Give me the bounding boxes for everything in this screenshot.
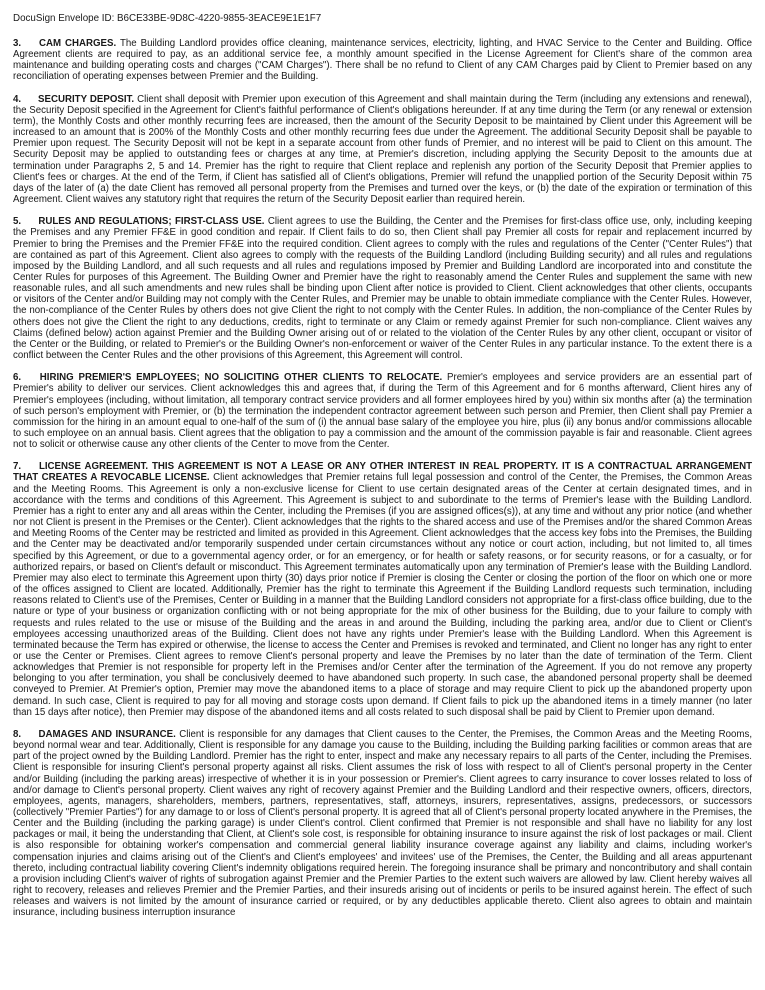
paragraph-number: 3. [13, 38, 22, 49]
paragraph-license-agreement [13, 461, 752, 718]
paragraph-heading: RULES AND REGULATIONS; FIRST-CLASS USE. [38, 216, 265, 228]
paragraph-number: 5. [13, 216, 22, 228]
paragraph-body: Client is responsible for any damages that Client causes to the Center, the Premises, the Common Areas and the Meeting Rooms, beyond normal wear and tear. Additionally, Client is responsible for any damage you cause to the Building, including the Building parking facilities or common areas that are part of the project owned by the Building Landlord. Premier has the right to enter, inspect and make any necessary repairs to all parts of the Center, including the Premises. Client is responsible for insuring Client's personal property against all risks. Client assumes the risk of loss with respect to all of Client's personal property in the Center and/or Building (including the parking areas) irrespective of whether it is in your possession or Premier's. Client agrees to carry insurance to cover losses related to loss of and/or damage to Client's personal property. Client waives any right of recovery against Premier and the Building Landlord and their respective owners, officers, directors, employees, agents, managers, shareholders, members, partners, representatives, staff, attorneys, insurers, representatives, assigns, predecessors, or successors (collectively "Premier Parties") for any damage to or loss of Client's personal property. It is agreed that all of Client's personal property located anywhere in the Premises, the Center and the Building (including the parking garage) is under Client's control. Client confirmed that Premier is not responsible and shall have no liability for any lost packages or mail, it being the understanding that Client, at Client's sole cost, is responsible for obtaining insurance to insure against the risk of lost packages or mail. Client is also responsible for obtaining worker's compensation and commercial general liability insurance coverage against any liability and claims, including worker's compensation injuries and claims arising out of the Client's and Client's employees' and invitees' use of the Premises, the Center, the Building and all areas appurtenant thereto, including contractual liability covering Client's indemnity obligations required herein. The foregoing insurance shall be primary and noncontributory and shall contain a provision including Client's waiver of rights of subrogation against Premier and the Premier Parties to the extent such waivers are allowed by law. Client hereby waives all right to recovery, releases and relieves Premier and the Premier Parties, and their insureds arising out of incidents or perils to be insured against herein. The effect of such releases and waivers is not limited by the amount of insurance carried or required, or by any deductibles applicable thereto. Client also agrees to obtain and maintain insurance, including business interruption insurance [13, 728, 753, 919]
docusign-envelope-id: DocuSign Envelope ID: B6CE33BE-9D8C-4220-9855-3EACE9E1E1F7 [13, 13, 322, 24]
paragraph-security-deposit [13, 94, 752, 206]
paragraph-number: 8. [13, 728, 22, 740]
paragraph-heading: CAM CHARGES. [38, 38, 117, 49]
paragraph-number: 6. [13, 372, 22, 384]
paragraph-hiring-premiers-employees [13, 372, 752, 450]
paragraph-heading: SECURITY DEPOSIT. [38, 93, 135, 105]
paragraph-cam-charges [13, 38, 752, 83]
paragraph-body: Premier's employees and service providers are an essential part of Premier's ability to deliver our services. Client acknowledges this and agrees that, if during the Term of this Agreement and for 6 months afterward, Client hires any of Premier's employees (including, without limitation, all temporary contract service providers and all former employees hired by you) within six months after (a) the termination of such person's employment with Premier, or (b) the termination the independent contractor agreement between such person and Premier, then Client shall pay Premier a commission for the hiring in an amount equal to one-half of the sum of (i) the annual base salary of the employee you hire, plus (ii) any bonus and/or commissions allocable to such employee on an annual basis. Client agrees that the obligation to pay a commission and the amount of the commission payable is fair and reasonable. Client agrees not to solicit or otherwise cause any other clients of the Center to move from the Center. [13, 372, 753, 451]
paragraph-body: Client acknowledges that Premier retains full legal possession and control of the Center, the Premises, the Common Areas and the Meeting Rooms. This Agreement is only a non-exclusive license for Client to use certain designated areas of the Center at certain designated times, and in accordance with the terms and conditions of this Agreement. This Agreement is subject to and subordinate to the terms of Premier's lease with the Building Landlord. Premier has a right to enter any and all areas within the Center, including the Premises (if you are assigned offices(s)), at any time and without any prior notice (and whether nor not Client is present in the Premises or the Center). Client acknowledges that the rights to the shared access and use of the Premises and/or the shared Common Areas and Meeting Rooms of the Center may be restricted and limited as provided in this Agreement. Client acknowledges that the access key fobs into the Premises, the Building and the Center may be deactivated and/or temporarily suspended under certain circumstances without any notice or court action, including, but not limited to, all times specified by this Agreement, or due to a governmental agency order, or for an emergency, or for health or safety reasons, or for security reasons, or for a casualty, or for authorized repairs, or based on Client's default or misconduct. This Agreement terminates automatically upon any termination of Premier's lease with the Building Landlord. Premier may also elect to terminate this Agreement upon thirty (30) days prior notice if Premier is closing the Center or closing the portion of the floor on which one or more of the offices assigned to Client are located. Additionally, Premier has the right to terminate this Agreement if the Building Landlord requests such termination, including reasons related to Client's use of the Premises, Center or Building in a manner that the Building Landlord considers not appropriate for a first-class office building, due to the nature or type of your business or organization conflicting with or not being appropriate for the mix of other business for the Building, due to your failure to comply with requests and rules related to the use or misuse of the Building and the areas in and around the Building, including the parking area, and/or due to Client or Client's employees accessing unauthorized areas of the Building. Client does not have any rights under Premier's lease with the Building Landlord. When this Agreement is terminated because the Term has expired or otherwise, the license to access the Center and Premises is revoked and terminated, and Client no longer has any right to enter or use the Center or Premises. Client agrees to remove Client's personal property and leave the Premises by no later than the date of termination of the Term. Client acknowledges that Premier is not responsible for property left in the Premises and/or Center after the termination of the Agreement. If you do not remove any property belonging to you after termination, you shall be conclusively deemed to have abandoned such property. In such case, the abandoned personal property shall be deemed conveyed to Premier. At Premier's option, Premier may move the abandoned items to a place of storage and may require Client to pick up the abandoned property upon demand. In such case, Client is required to pay for all moving and storage costs upon demand. If Client fails to pick up the abandoned items in a timely manner (no later than 15 days after notice), then Premier may dispose of the abandoned items and all costs related to such disposal shall be paid by Client to Premier upon demand. [13, 472, 753, 718]
paragraph-body: Client shall deposit with Premier upon execution of this Agreement and shall maintain during the Term (including any extensions and renewal), the Security Deposit specified in the Agreement for Client's faithful performance of Client's obligations hereunder. If at any time during the Term (or any renewal or extension term), the Monthly Costs and other monthly recurring fees are increased, then the amount of the Security Deposit to be maintained by Client under this Agreement will be increased to an amount that is 200% of the Monthly Costs and other monthly recurring fees due under the Agreement. The additional Security Deposit shall be payable to Premier upon request. The Security Deposit will not be kept in a separate account from other funds of Premier, and no interest will be paid to Client on this amount. The Security Deposit may be applied to outstanding fees or charges at any time, at Premier's discretion, including applying the Security Deposit to the amounts due at termination under Paragraphs 2, 5 and 14. Premier has the right to require that Client replace and replenish any portion of the Security Deposit that Premier applies to Client's fees or charges. At the end of the Term, if Client has satisfied all of Client's obligations, Premier will refund the unapplied portion of the Security Deposit within 75 days of the later of (a) the date Client has removed all personal property from the Premises and turned over the keys, or (b) the date of the expiration or termination of this Agreement. Client waives any statutory right that requires the return of the Security Deposit earlier than required herein. [13, 93, 752, 206]
paragraph-number: 4. [13, 93, 22, 105]
paragraph-number: 7. [13, 461, 22, 473]
paragraph-body: The Building Landlord provides office cleaning, maintenance services, electricity, lighting, and HVAC Service to the Center and Building. Office Agreement clients are required to pay, as an additional service fee, a monthly amount specified in the License Agreement for Client's share of the common area maintenance and building operating costs and charges ("CAM Charges"). There shall be no refund to Client of any CAM Charges paid by Client to Premier based on any reconciliation of operating expenses between Premier and the Building. [13, 38, 752, 83]
paragraph-rules-and-regulations [13, 216, 752, 361]
paragraph-heading: DAMAGES AND INSURANCE. [38, 728, 176, 740]
paragraph-heading: HIRING PREMIER'S EMPLOYEES; NO SOLICITING OTHER CLIENTS TO RELOCATE. [39, 372, 443, 384]
paragraph-heading: LICENSE AGREEMENT. THIS AGREEMENT IS NOT A LEASE OR ANY OTHER INTEREST IN REAL PROPERTY. IT IS A CONTRACTUAL ARRANGEMENT THAT CREATES A REVOCABLE LICENSE. [13, 461, 752, 484]
paragraph-damages-and-insurance [13, 729, 752, 919]
paragraph-body: Client agrees to use the Building, the Center and the Premises for first-class office use, only, including keeping the Premises and any Premier FF&E in good condition and repair. If Client fails to do so, then Client shall pay Premier all costs for repair and replacement incurred by Premier to bring the Premises and the Premier FF&E into the required condition. Client agrees to comply with the rules and regulations of the Center ("Center Rules") that are contained as part of this Agreement. Client also agrees to comply with the requests of the Building Landlord (including Building security) and all rules and regulations imposed by the Building Landlord, and all such requests and all rules and regulations imposed by Premier and Building Landlord are incorporated into and constitute the Center Rules for purposes of this Agreement. The Building Owner and Premier have the right to reasonably amend the Center Rules and supplement the same with new reasonable rules, and all such amendments and new rules shall be binding upon Client after notice is provided to Client. Client acknowledges that other clients, occupants or visitors of the Center and/or Building may not comply with the Center Rules, and Premier may be unable to obtain immediate compliance with the Center Rules. However, the non-compliance of the Center Rules by others does not give Client the right to not comply with the Center Rules. In addition, the non-compliance of the Center Rules by others does not give the Client the right to any deductions, credits, right to terminate or any Claim or remedy against Premier for such non-compliance. Client waives any Claims (defined below) action against Premier and the Building Owner arising out of or related to the violation of the Center Rules by any other client, occupant or visitor of the Center or the Building, or related to Premier's or the Building Owner's non-enforcement or waiver of the Center Rules in any particular instance. To the extent there is a conflict between the Center Rules and the other provisions of this Agreement, this Agreement will control. [13, 216, 752, 362]
